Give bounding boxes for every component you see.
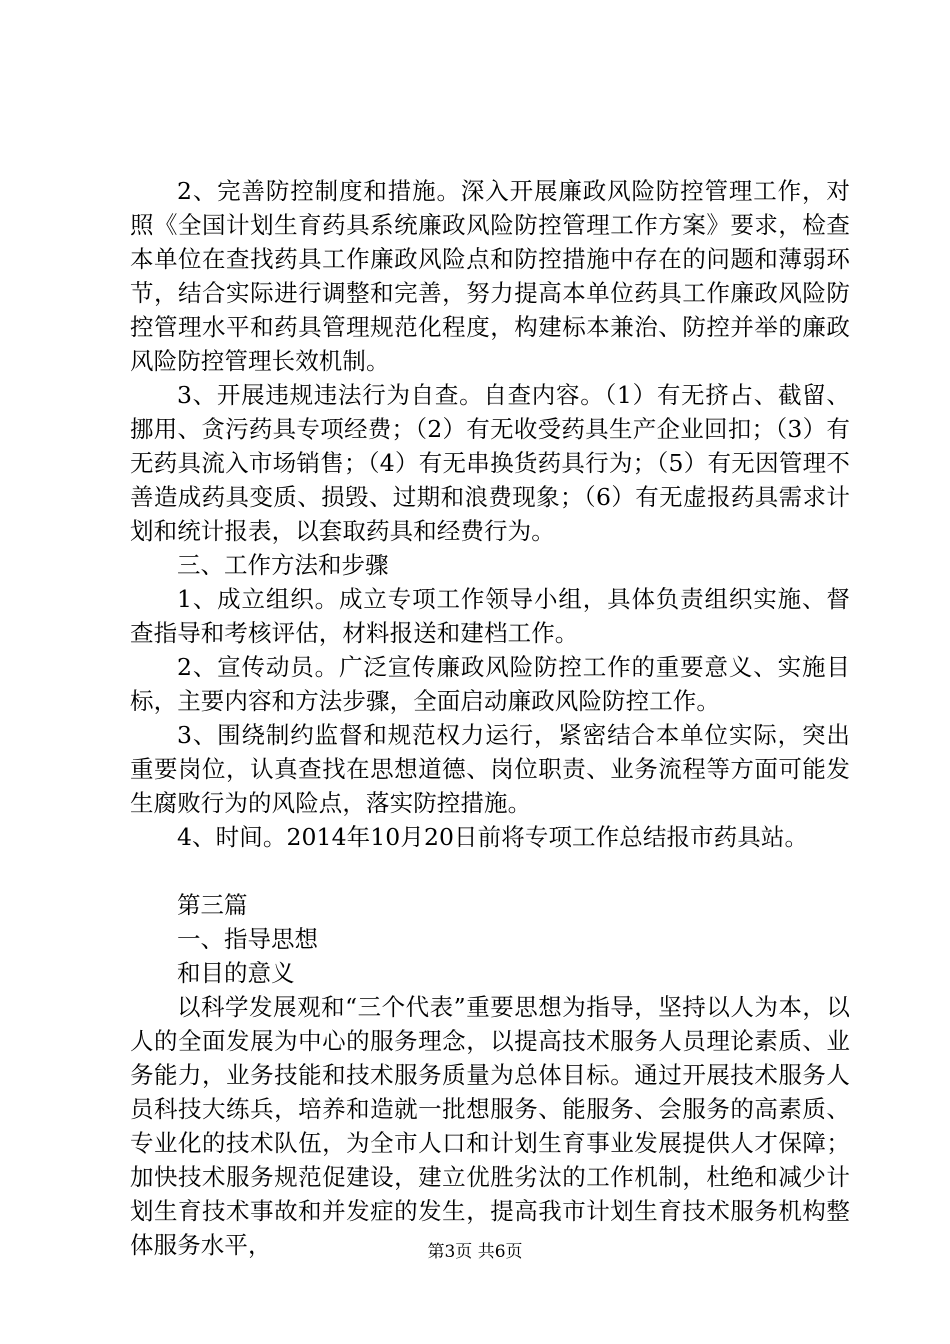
paragraph-time: 4、时间。2014年10月20日前将专项工作总结报市药具站。 xyxy=(177,823,809,851)
heading-work-methods: 三、工作方法和步骤 xyxy=(177,551,389,579)
page-number-footer: 第3页 共6页 xyxy=(427,1242,523,1262)
paragraph-establish-organization: 1、成立组织。成立专项工作领导小组，具体负责组织实施、督查指导和考核评估，材料报送和建档工作。 xyxy=(130,585,850,647)
paragraph-prevention-system: 2、完善防控制度和措施。深入开展廉政风险防控管理工作，对照《全国计划生育药具系统廉政风险防控管理工作方案》要求，检查本单位在查找药具工作廉政风险点和防控措施中存在的问题和薄弱环节，结合实际进行调整和完善，努力提高本单位药具工作廉政风险防控管理水平和药具管理规范化程度，构建标本兼治、防控并举的廉政风险防控管理长效机制。 xyxy=(130,177,850,375)
document-body xyxy=(130,174,850,1262)
paragraph-guiding-principle: 以科学发展观和“三个代表”重要思想为指导，坚持以人为本，以人的全面发展为中心的服务理念，以提高技术服务人员理论素质、业务能力，业务技能和技术服务质量为总体目标。通过开展技术服务人员科技大练兵，培养和造就一批想服务、能服务、会服务的高素质、专业化的技术队伍，为全市人口和计划生育事业发展提供人才保障；加快技术服务规范促建设，建立优胜劣汰的工作机制，杜绝和减少计划生育技术事故和并发症的发生，提高我市计划生育技术服务机构整体服务水平， xyxy=(130,993,850,1259)
paragraph-self-inspection: 3、开展违规违法行为自查。自查内容。（1）有无挤占、截留、挪用、贪污药具专项经费；（2）有无收受药具生产企业回扣；（3）有无药具流入市场销售；（4）有无串换货药具行为；（5）有无因管理不善造成药具变质、损毁、过期和浪费现象；（6）有无虚报药具需求计划和统计报表，以套取药具和经费行为。 xyxy=(130,381,850,545)
section-heading-guiding-thought: 一、指导思想 xyxy=(177,925,318,953)
paragraph-publicity: 2、宣传动员。广泛宣传廉政风险防控工作的重要意义、实施目标，主要内容和方法步骤，全面启动廉政风险防控工作。 xyxy=(130,653,850,715)
section-spacer xyxy=(130,854,850,888)
section-heading-purpose: 和目的意义 xyxy=(177,959,295,987)
paragraph-supervision: 3、围绕制约监督和规范权力运行，紧密结合本单位实际，突出重要岗位，认真查找在思想道德、岗位职责、业务流程等方面可能发生腐败行为的风险点，落实防控措施。 xyxy=(130,721,850,817)
section-title: 第三篇 xyxy=(177,891,248,919)
